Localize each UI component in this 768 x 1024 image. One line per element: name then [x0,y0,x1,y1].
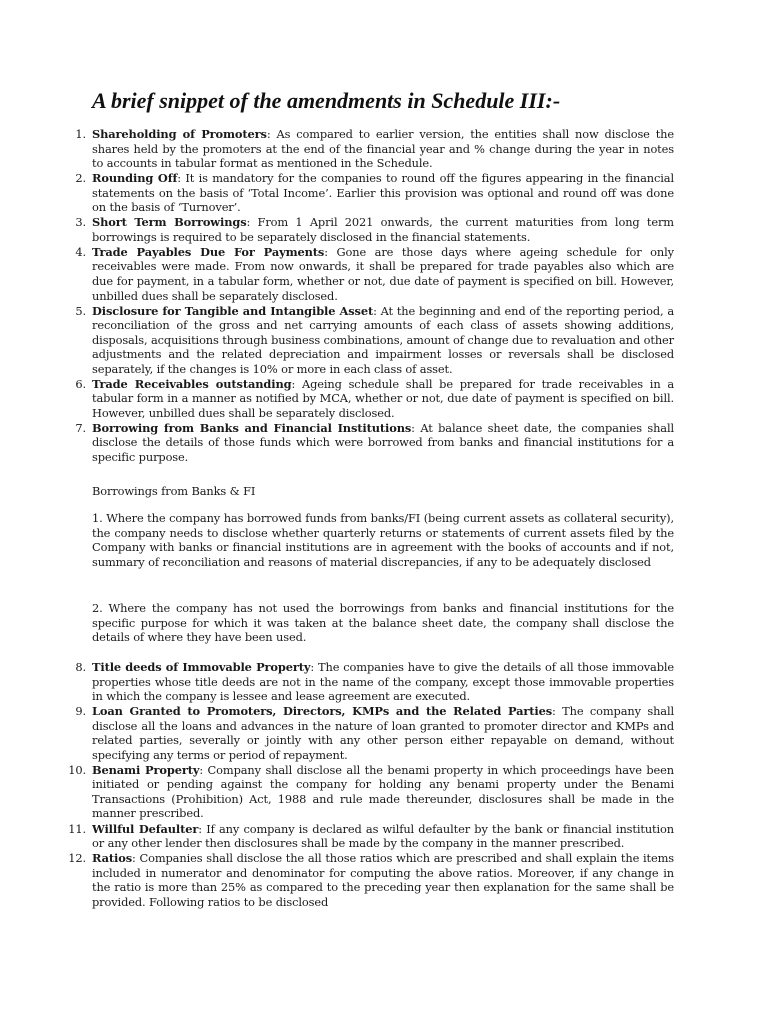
item-text: : Gone are those days where ageing schedule for only receivables were made. From now onwards, it shall be prepared for trade payables also which are due for payment, in a tabular form, whether or not, due date of payment is specified on bill. However, unbilled dues shall be separately disclosed. [92,244,674,303]
sub-section-paragraph-2: 2. Where the company has not used the borrowings from banks and financial institutions for the specific purpose for which it was taken at the balance sheet date, the company shall disclose the details of where they have been used. [92,601,674,645]
list-item [75,215,674,244]
item-text: : It is mandatory for the companies to round off the figures appearing in the financial statements on the basis of ‘Total Income’. Earlier this provision was optional and round off was done on the basis of ‘Turnover’. [92,171,674,215]
item-text: : If any company is declared as wilful defaulter by the bank or financial institution or any other lender then disclosures shall be made by the company in the manner prescribed. [92,821,674,851]
item-text: : Company shall disclose all the benami property in which proceedings have been initiated or pending against the company for holding any benami property under the Benami Transactions (Prohibition) Act, 1988 and rule made thereunder, disclosures shall be made in the manner prescribed. [92,762,674,821]
sub-section-paragraph-1: 1. Where the company has borrowed funds from banks/FI (being current assets as collateral security), the company needs to disclose whether quarterly returns or statements of current assets filed by the Company with banks or financial institutions are in agreement with the books of accounts and if not, summary of reconciliation and reasons of material discrepancies, if any to be adequately disclosed [92,511,674,569]
item-number: 8. [75,660,86,674]
item-heading: Short Term Borrowings [92,215,247,230]
item-heading: Trade Payables Due For Payments [92,244,325,259]
amendments-list-part-1 [75,127,675,465]
amendments-list-part-2 [68,660,675,910]
list-item [75,303,674,377]
item-number: 9. [75,704,86,719]
list-item [75,171,674,215]
document-title: A brief snippet of the amendments in Schedule III:- [92,88,561,113]
item-number: 12. [68,851,86,866]
item-text: : At the beginning and end of the reporting period, a reconciliation of the gross and net carrying amounts of each class of assets showing additions, disposals, acquisitions through business combinations, amount of change due to revaluation and other adjustments and the related depreciation and impairment losses or reversals shall be disclosed separately, if the changes is 10% or more in each class of asset. [92,303,674,376]
item-number: 3. [75,215,86,230]
item-text: : Companies shall disclose the all those ratios which are prescribed and shall explain the items included in numerator and denominator for computing the above ratios. Moreover, if any change in the ratio is more than 25% as compared to the preceding year then explanation for the same shall be provided. Following ratios to be disclosed [92,851,674,909]
item-heading: Borrowing from Banks and Financial Institutions [92,420,412,435]
item-heading: Shareholding of Promoters [92,127,267,141]
item-text: : From 1 April 2021 onwards, the current maturities from long term borrowings is required to be separately disclosed in the financial statements. [92,215,674,244]
item-heading: Ratios [92,851,132,866]
list-item [75,127,675,171]
item-heading: Loan Granted to Promoters, Directors, KMPs and the Related Parties [92,704,553,719]
list-item [75,244,674,303]
item-number: 1. [75,127,86,141]
item-number: 5. [75,303,86,318]
item-text: : The companies have to give the details of all those immovable properties whose title deeds are not in the name of the company, except those immovable properties in which the company is lessee and lease agreement are executed. [92,660,675,704]
item-text: : The company shall disclose all the loans and advances in the nature of loan granted to promoter director and KMPs and related parties, severally or jointly with any other person either repayable on demand, without specifying any terms or period of repayment. [92,704,675,762]
list-item [75,704,675,762]
item-text: : As compared to earlier version, the entities shall now disclose the shares held by the promoters at the end of the financial year and % change during the year in notes to accounts in tabular format as mentioned in the Schedule. [92,127,675,171]
item-number: 11. [68,821,86,836]
item-heading: Disclosure for Tangible and Intangible Asset [92,303,374,318]
item-text: : Ageing schedule shall be prepared for trade receivables in a tabular form in a manner as notified by MCA, whether or not, due date of payment is specified on bill. However, unbilled dues shall be separately disclosed. [92,376,674,420]
item-heading: Benami Property [92,762,200,777]
list-item [75,660,675,704]
list-item [75,420,675,465]
sub-section-heading: Borrowings from Banks & FI [92,484,256,498]
item-text: : At balance sheet date, the companies shall disclose the details of those funds which were borrowed from banks and financial institutions for a specific purpose. [92,420,675,465]
list-item [68,762,674,821]
list-item [68,851,674,909]
item-heading: Title deeds of Immovable Property [92,660,311,674]
item-number: 10. [68,762,86,777]
item-number: 4. [75,244,86,259]
item-number: 6. [75,376,86,391]
item-heading: Trade Receivables outstanding [92,376,292,391]
item-number: 2. [75,171,86,186]
item-number: 7. [75,420,86,435]
list-item [75,376,674,421]
item-heading: Rounding Off [92,171,178,186]
item-heading: Willful Defaulter [92,821,199,836]
list-item [68,821,674,851]
